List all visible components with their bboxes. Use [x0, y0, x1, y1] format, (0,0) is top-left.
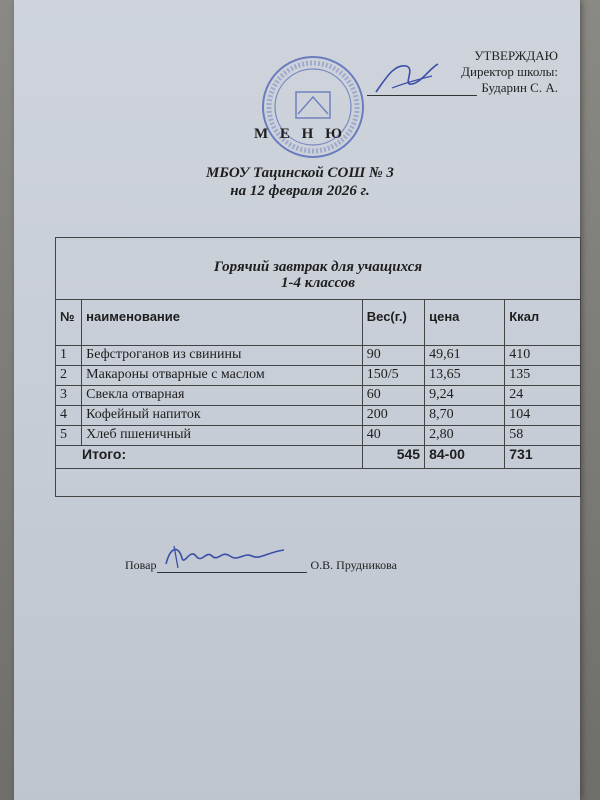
- menu-table: [55, 299, 581, 469]
- cook-label: Повар: [125, 558, 157, 572]
- cook-name: О.В. Прудникова: [310, 558, 397, 572]
- header-price: цена: [425, 300, 505, 346]
- row-price: 9,24: [425, 386, 505, 406]
- row-kcal: 410: [505, 346, 581, 366]
- row-dish: Бефстроганов из свинины: [82, 346, 363, 366]
- row-weight: 90: [362, 346, 424, 366]
- row-number: 2: [56, 366, 82, 386]
- row-kcal: 104: [505, 406, 581, 426]
- total-label: Итого:: [56, 446, 363, 469]
- table-row: [56, 386, 581, 406]
- row-price: 49,61: [425, 346, 505, 366]
- total-row: [56, 446, 581, 469]
- menu-title: М Е Н Ю: [254, 126, 346, 142]
- header-number: №: [56, 300, 82, 346]
- table-header-row: [56, 300, 581, 346]
- cook-signature-line: [157, 572, 307, 573]
- approval-name: Бударин С. А.: [481, 80, 558, 95]
- row-number: 5: [56, 426, 82, 446]
- row-number: 1: [56, 346, 82, 366]
- row-number: 4: [56, 406, 82, 426]
- total-kcal: 731: [505, 446, 581, 469]
- row-weight: 60: [362, 386, 424, 406]
- row-price: 8,70: [425, 406, 505, 426]
- cook-block: [125, 558, 397, 573]
- row-dish: Кофейный напиток: [82, 406, 363, 426]
- row-weight: 200: [362, 406, 424, 426]
- approval-word: УТВЕРЖДАЮ: [474, 48, 558, 63]
- row-weight: 150/5: [362, 366, 424, 386]
- menu-date: на 12 февраля 2026 г.: [230, 183, 370, 199]
- approval-signature-line: [367, 95, 477, 96]
- table-row: [56, 426, 581, 446]
- row-kcal: 58: [505, 426, 581, 446]
- school-name: МБОУ Тацинской СОШ № 3: [206, 165, 394, 181]
- header-kcal: Ккал: [505, 300, 581, 346]
- row-number: 3: [56, 386, 82, 406]
- row-dish: Хлеб пшеничный: [82, 426, 363, 446]
- header-weight: Вес(г.): [362, 300, 424, 346]
- row-price: 2,80: [425, 426, 505, 446]
- total-weight: 545: [362, 446, 424, 469]
- row-weight: 40: [362, 426, 424, 446]
- caption-line-1: Горячий завтрак для учащихся: [213, 259, 423, 275]
- approval-signature-row: [358, 80, 558, 96]
- row-price: 13,65: [425, 366, 505, 386]
- header-name: наименование: [82, 300, 363, 346]
- row-dish: Макароны отварные с маслом: [82, 366, 363, 386]
- total-price: 84-00: [425, 446, 505, 469]
- school-stamp-icon: [258, 52, 368, 162]
- school-block: [0, 164, 600, 200]
- row-kcal: 24: [505, 386, 581, 406]
- table-caption: [55, 259, 581, 291]
- approval-position: Директор школы:: [461, 64, 558, 79]
- caption-line-2: 1-4 классов: [281, 275, 355, 291]
- table-row: [56, 366, 581, 386]
- row-kcal: 135: [505, 366, 581, 386]
- table-row: [56, 346, 581, 366]
- approval-block: [358, 48, 558, 96]
- table-row: [56, 406, 581, 426]
- row-dish: Свекла отварная: [82, 386, 363, 406]
